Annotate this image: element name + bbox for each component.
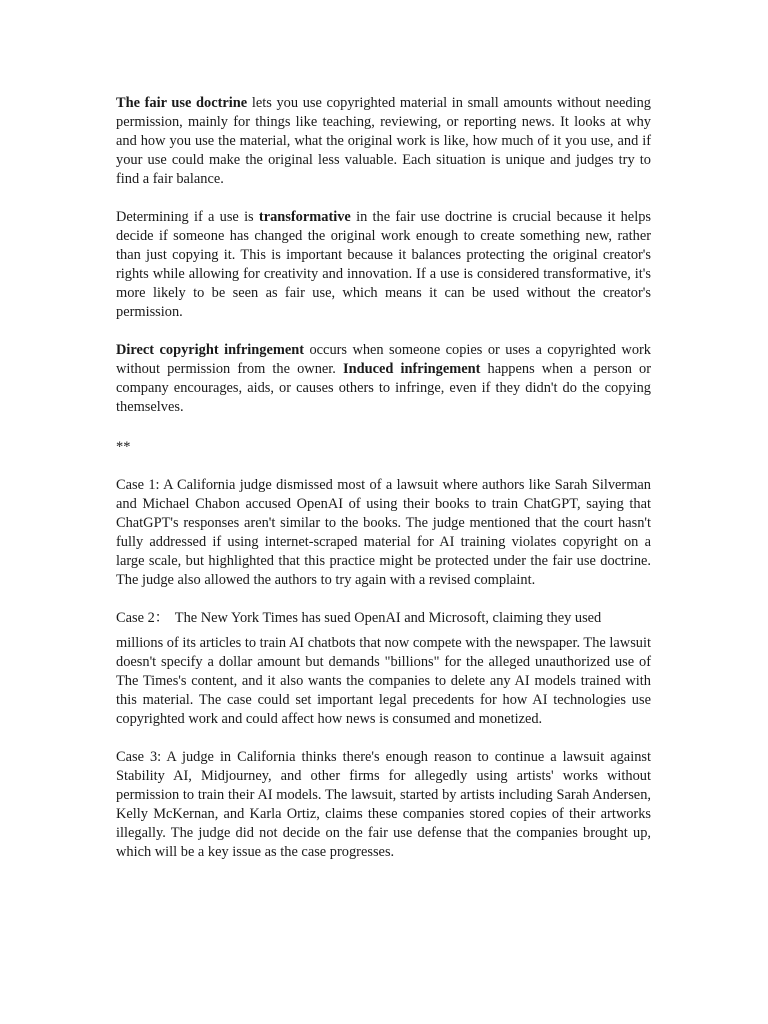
case-2-colon: ：: [154, 610, 170, 626]
paragraph-transformative: [116, 208, 651, 322]
paragraph-case-1: Case 1: A California judge dismissed most of a lawsuit where authors like Sarah Silverman and Michael Chabon accused OpenAI of using their books to train ChatGPT, saying that ChatGPT's responses aren't similar to the books. The judge mentioned that the court hasn't fully addressed if using internet-scraped material for AI training violates copyright on a large scale, but highlighted that this practice might be protected under the fair use doctrine. The judge also allowed the authors to try again with a revised complaint.: [116, 477, 651, 588]
paragraph-transformative-text-before: Determining if a use is: [116, 209, 259, 225]
term-induced-infringement: Induced infringement: [342, 361, 481, 377]
paragraph-infringement-text-2: happens when a person or company encourages, aids, or causes others to infringe, even if they didn't do the copying themselves.: [116, 361, 652, 415]
paragraph-infringement: [116, 341, 651, 417]
paragraph-case-2: [116, 609, 651, 729]
paragraph-transformative-text-after: in the fair use doctrine is crucial because it helps decide if someone has changed the original work enough to create something new, rather than just copying it. This is important because it balances protecting the original creator's rights while allowing for creativity and innovation. If a use is considered transformative, it's more likely to be seen as fair use, which means it can be used without the creator's permission.: [116, 209, 651, 320]
section-separator: **: [116, 439, 131, 455]
paragraph-case-3: Case 3: A judge in California thinks there's enough reason to continue a lawsuit against Stability AI, Midjourney, and other firms for allegedly using artists' works without permission to train their AI models. The lawsuit, started by artists including Sarah Andersen, Kelly McKernan, and Karla Ortiz, claims these companies stored copies of their artworks illegally. The judge did not decide on the fair use defense that the companies brought up, which will be a key issue as the case progresses.: [116, 749, 651, 860]
document-page: [116, 94, 651, 881]
case-2-first-line-text: The New York Times has sued OpenAI and Microsoft, claiming they used: [174, 610, 602, 626]
case-2-rest-text: millions of its articles to train AI chatbots that now compete with the newspaper. The lawsuit doesn't specify a dollar amount but demands "billions" for the alleged unauthorized use of The Times's content, and it also wants the companies to delete any AI models trained with this material. The case could set important legal precedents for how AI technologies use copyrighted work and could affect how news is consumed and monetized.: [116, 635, 651, 727]
term-transformative: transformative: [258, 209, 351, 225]
paragraph-fair-use: [116, 94, 651, 189]
case-2-first-line: [116, 609, 651, 628]
paragraph-fair-use-text: lets you use copyrighted material in small amounts without needing permission, mainly for things like teaching, reviewing, or reporting news. It looks at why and how you use the material, what the original work is like, how much of it you use, and if your use could make the original less valuable. Each situation is unique and judges try to find a fair balance.: [116, 95, 651, 187]
case-2-label: Case 2: [116, 610, 155, 626]
paragraph-infringement-text-1: occurs when someone copies or uses a copyrighted work without permission from the owner.: [116, 342, 652, 377]
term-fair-use-doctrine: The fair use doctrine: [116, 95, 248, 111]
term-direct-infringement: Direct copyright infringement: [116, 342, 305, 358]
